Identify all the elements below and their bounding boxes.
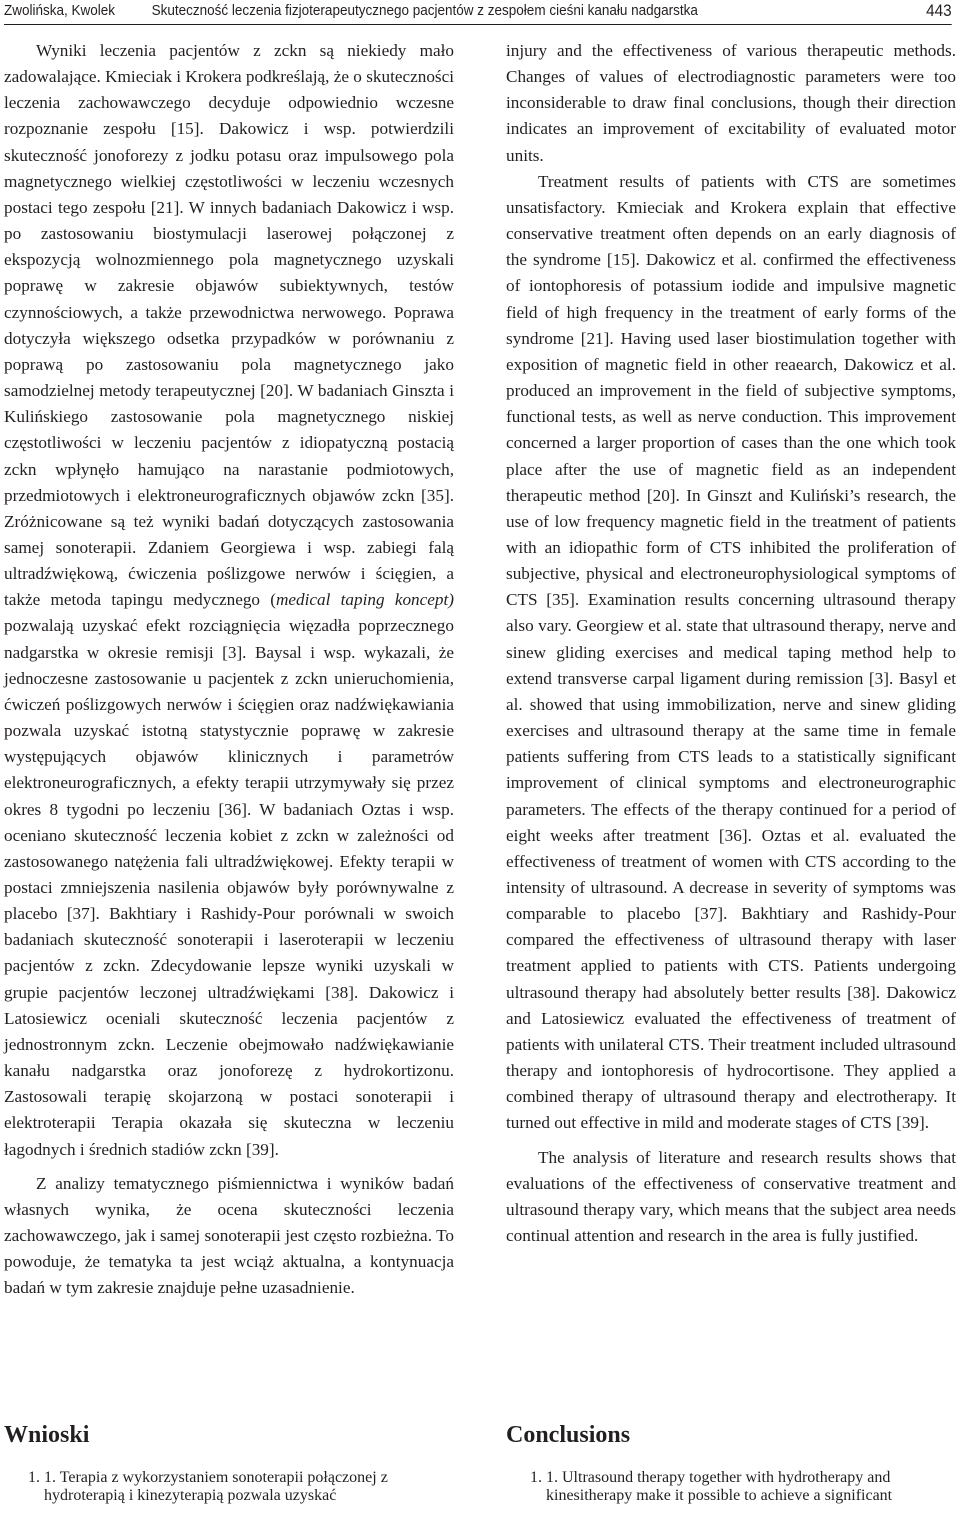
left-paragraph-2: Z analizy tematycznego piśmiennictwa i wyników badań własnych wynika, że ocena skuteczności leczenia zachowawczego, jak i samej sonoterapii jest często rozbieżna. To powoduje, że tematyka ta jest wciąż aktualna, a kontynuacja badań w tym zakresie znajduje pełne uzasadnienie. xyxy=(4,1173,454,1298)
right-column xyxy=(506,38,956,1249)
left-section-heading: Wnioski xyxy=(4,1421,90,1448)
right-paragraph-0: injury and the effectiveness of various therapeutic methods. Changes of values of electrodiagnostic parameters were too inconsiderable to draw final conclusions, though their direction indicates an improvement of excitability of evaluated motor units. xyxy=(506,41,956,165)
left-paragraph-1-text: Wyniki leczenia pacjentów z zckn są niekiedy mało zadowalające. Kmieciak i Krokera podkreślają, że o skuteczności leczenia zachowawczego decyduje odpowiednio wczesne rozpoznanie zespołu [15]. Dakowicz i wsp. potwierdzili skuteczność jonoforezy z jodku potasu oraz impulsowego pola magnetycznego wielkiej częstotliwości w leczeniu wczesnych postaci tego zespołu [21]. W innych badaniach Dakowicz i wsp. po zastosowaniu biostymulacji laserowej połączonej z ekspozycją wolnozmiennego pola magnetycznego uzyskali poprawę w zakresie objawów subiektywnych, testów czynnościowych, a także przewodnictwa nerwowego. Poprawa dotyczyła większego odsetka przypadków w porównaniu z poprawą po zastosowaniu pola magnetycznego jako samodzielnej metody terapeutycznej [20]. W badaniach Ginszta i Kulińskiego zastosowanie pola magnetycznego niskiej częstotliwości w leczeniu pacjentów z idiopatyczną postacią zckn wpłynęło hamująco na narastanie podmiotowych, przedmiotowych i elektroneurograficznych objawów zckn [35]. Zróżnicowane są też wyniki badań dotyczących zastosowania samej sonoterapii. Zdaniem Georgiewa i wsp. zabiegi falą ultradźwiękową, ćwiczenia poślizgowe nerwów i ścięgien, a także metoda tapingu medycznego ( xyxy=(4,41,455,610)
list-item-text: Ultrasound therapy together with hydrotherapy and kinesitherapy make it possible to achieve a significant xyxy=(546,1468,893,1504)
list-item xyxy=(546,1469,956,1505)
right-paragraph-1: Treatment results of patients with CTS are sometimes unsatisfactory. Kmieciak and Krokera explain that effective conservative treatment often depends on an early diagnosis of the syndrome [15]. Dakowicz et al. confirmed the effectiveness of iontophoresis of potassium iodide and impulsive magnetic field of high frequency in the treatment of early forms of the syndrome [21]. Having used laser biostimulation together with exposition of magnetic field in other reaearch, Dakowicz et al. produced an improvement in the field of subjective symptoms, functional tests, as well as nerve conduction. This improvement concerned a larger proportion of cases than the one which took place after the use of magnetic field as an independent therapeutic method [20]. In Ginszt and Kuliński’s research, the use of low frequency magnetic field in the treatment of patients with an idiopathic form of CTS inhibited the proliferation of subjective, physical and electroneurophysiological symptoms of CTS [35]. Examination results concerning ultrasound therapy also vary. Georgiew et al. state that ultrasound therapy, nerve and sinew gliding exercises and medical taping method help to extend transverse carpal ligament during remission [3]. Basyl et al. showed that using immobilization, nerve and sinew gliding exercises and ultrasound therapy at the same time in female patients suffering from CTS leads to a statistically significant improvement of clinical symptoms and electroneurographic parameters. The effects of the therapy continued for a period of eight weeks after treatment [36]. Oztas et al. evaluated the effectiveness of treatment of women with CTS according to the intensity of ultrasound. A decrease in severity of symptoms was comparable to placebo [37]. Bakhtiary and Rashidy-Pour compared the effectiveness of ultrasound therapy with laser treatment applied to patients with CTS. Patients undergoing ultrasound therapy had absolutely better results [38]. Dakowicz and Latosiewicz evaluated the effectiveness of treatment of patients with unilateral CTS. Their treatment included ultrasound therapy and iontophoresis of hydrocortisone. They applied a combined therapy of ultrasound therapy and electrotherapy. It turned out effective in mild and moderate stages of CTS [39]. xyxy=(506,171,956,1133)
list-item-text: Terapia z wykorzystaniem sonoterapii połączonej z hydroterapią i kinezyterapią pozwala uzyskać xyxy=(44,1468,388,1504)
right-paragraph-2: The analysis of literature and research results shows that evaluations of the effectiveness of conservative treatment and ultrasound therapy vary, which means that the subject area needs continual attention and research in the area is fully justified. xyxy=(506,1147,956,1246)
list-item xyxy=(44,1469,454,1505)
running-head xyxy=(4,0,952,25)
left-conclusions-block xyxy=(4,1402,454,1521)
left-paragraph-1-italic: medical taping koncept) xyxy=(275,590,454,610)
left-paragraph-1-tail: pozwalają uzyskać efekt rozciągnięcia więzadła poprzecznego nadgarstka w okresie remisji [3]. Baysal i wsp. wykazali, że jednoczesne zastosowanie u pacjentek z zckn unieruchomienia, ćwiczeń poślizgowych nerwów i ścięgien oraz nadźwiękawiania pozwala uzyskać istotną statystycznie poprawę w zakresie występujących objawów klinicznych i parametrów elektroneurograficznych, a efekty terapii utrzymywały się przez okres 8 tygodni po leczeniu [36]. W badaniach Oztas i wsp. oceniano skuteczność leczenia kobiet z zckn w zależności od zastosowanego natężenia fali ultradźwiękowej. Efekty terapii w postaci zmniejszenia nasilenia objawów były porównywalne z placebo [37]. Bakhtiary i Rashidy-Pour porównali w swoich badaniach skuteczność sonoterapii i laseroterapii w leczeniu pacjentów z zckn. Zdecydowanie lepsze wyniki uzyskali w grupie pacjentów leczonej ultradźwiękami [38]. Dakowicz i Latosiewicz oceniali skuteczność leczenia pacjentów z jednostronnym zckn. Leczenie obejmowało nadźwiękawianie kanału nadgarstka oraz jonoforezę z hydrokortizonu. Zastosowali terapię skojarzoną w postaci sonoterapii i elektroterapii Terapia okazała się skuteczna w leczeniu łagodnych i średnich stadiów zckn [39]. xyxy=(4,616,454,1159)
right-conclusions-list xyxy=(506,1469,956,1505)
left-paragraph-1 xyxy=(4,38,454,1163)
list-item-number: 1. xyxy=(546,1468,558,1486)
right-conclusions-block xyxy=(506,1402,956,1521)
running-head-title: Skuteczność leczenia fizjoterapeutycznego pacjentów z zespołem cieśni kanału nadgarstka xyxy=(151,2,698,19)
running-head-authors: Zwolińska, Kwolek xyxy=(4,2,116,19)
right-section-heading: Conclusions xyxy=(506,1421,631,1448)
list-item-number: 1. xyxy=(44,1468,56,1486)
page-number: 443 xyxy=(926,1,952,20)
left-column xyxy=(4,38,454,1302)
left-conclusions-list xyxy=(4,1469,454,1505)
